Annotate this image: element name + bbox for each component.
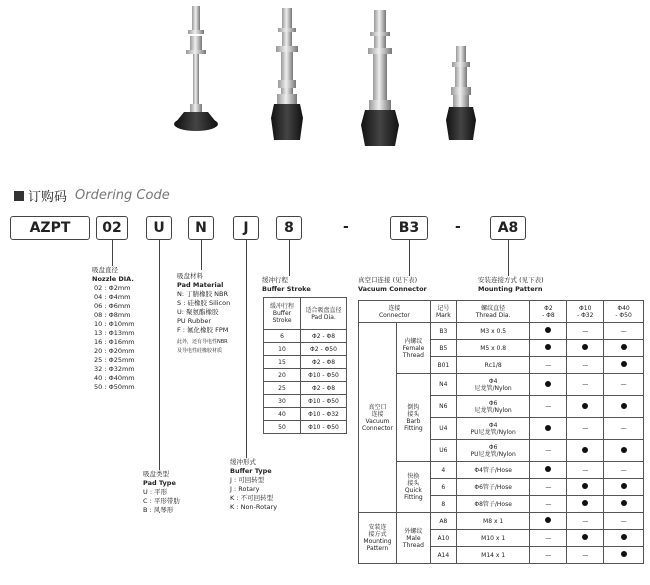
nozzle-item: 10 : Φ10mm	[94, 320, 135, 328]
square-bullet-icon	[14, 191, 24, 201]
availability-cell	[530, 530, 567, 547]
group-mount-en1: Mounting	[363, 538, 392, 545]
header-col2: Φ10 - Φ32	[567, 301, 604, 323]
availability-cell	[604, 357, 644, 374]
dash-2: -	[455, 219, 461, 235]
padtype-item: U : 平形	[143, 488, 168, 496]
availability-cell	[567, 340, 604, 357]
nozzle-title-en: Nozzle DIA.	[92, 275, 134, 283]
unavailable-dash-icon: —	[545, 551, 552, 559]
stroke-col1-en2: Stroke	[272, 317, 292, 324]
code-buffertype: J	[233, 216, 259, 240]
nozzle-title-cn: 吸盘直径	[92, 266, 118, 274]
dash-1: -	[343, 219, 349, 235]
subgroup-barb-en1: Barb	[406, 417, 421, 425]
padtype-title-cn: 吸盘类型	[143, 470, 169, 478]
material-title-en: Pad Material	[177, 281, 224, 289]
connector-title	[358, 276, 427, 294]
nozzle-item: 16 : Φ16mm	[94, 338, 135, 346]
thread-cell	[456, 440, 530, 462]
mark-cell: A8	[430, 513, 456, 530]
availability-cell	[530, 513, 567, 530]
thread-line1: Φ4	[488, 421, 498, 429]
stroke-col1-header	[264, 298, 301, 330]
stroke-row	[264, 343, 347, 356]
nozzle-item: 04 : Φ4mm	[94, 293, 131, 301]
stroke-row	[264, 421, 347, 434]
available-dot-icon	[582, 483, 588, 489]
stroke-title-cn: 缓冲行程	[262, 276, 288, 284]
stroke-col2-header	[301, 298, 347, 330]
availability-cell	[604, 462, 644, 479]
group-mount-en2: Pattern	[366, 545, 389, 552]
header-connector: 连接 Connector	[359, 301, 431, 323]
pad-dia-value: Φ2 - Φ8	[301, 330, 347, 343]
line-padtype	[159, 240, 160, 470]
line-stroke	[289, 240, 290, 276]
group-vac-cn2: 连接	[371, 410, 384, 418]
stroke-title-en: Buffer Stroke	[262, 285, 311, 293]
material-section	[177, 272, 230, 356]
buffertype-title-cn: 缓冲形式	[230, 458, 256, 466]
code-material: N	[188, 216, 214, 240]
thread-cell	[456, 357, 530, 374]
vacuum-pad-photo-3	[361, 10, 399, 146]
thread-line1: Φ6管子/Hose	[474, 483, 512, 491]
unavailable-dash-icon: —	[620, 517, 627, 525]
available-dot-icon	[621, 534, 627, 540]
nozzle-item: 25 : Φ25mm	[94, 356, 135, 364]
mark-cell: 4	[430, 462, 456, 479]
availability-cell	[530, 323, 567, 340]
nozzle-item: 13 : Φ13mm	[94, 329, 135, 337]
stroke-value: 20	[264, 369, 301, 382]
stroke-col1-en: Buffer	[272, 310, 292, 317]
available-dot-icon	[582, 500, 588, 506]
nozzle-item: 50 : Φ50mm	[94, 383, 135, 391]
pad-dia-value: Φ10 - Φ50	[301, 395, 347, 408]
subgroup-barb-cn1: 倒钩	[407, 403, 420, 411]
connector-row	[359, 462, 644, 479]
available-dot-icon	[621, 361, 627, 367]
availability-cell	[604, 418, 644, 440]
mounting-title	[478, 276, 544, 294]
header-col1: Φ2 - Φ8	[530, 301, 567, 323]
availability-cell	[604, 323, 644, 340]
unavailable-dash-icon: —	[545, 447, 552, 454]
mark-cell: B01	[430, 357, 456, 374]
pad-dia-value: Φ2 - Φ50	[301, 343, 347, 356]
thread-line1: Φ4	[488, 377, 498, 385]
availability-cell	[567, 513, 604, 530]
product-photos	[150, 0, 500, 150]
ordering-code-heading	[14, 186, 170, 205]
subgroup-male-en1: Male	[406, 534, 421, 542]
unavailable-dash-icon: —	[545, 500, 552, 508]
availability-cell	[567, 496, 604, 513]
subgroup-male-cn: 外螺纹	[404, 527, 423, 535]
connector-title-cn: 真空口连接 (见下表)	[358, 276, 418, 284]
thread-line1: Φ6	[488, 443, 498, 451]
thread-cell	[456, 496, 530, 513]
thread-cell	[456, 396, 530, 418]
thread-line1: Rc1/8	[484, 361, 502, 369]
buffertype-item: K : 不可回转型	[230, 494, 274, 502]
connector-table	[358, 300, 644, 564]
padtype-section	[143, 470, 180, 515]
available-dot-icon	[621, 551, 627, 557]
availability-cell	[530, 479, 567, 496]
availability-cell	[530, 440, 567, 462]
vacuum-pad-photo-2	[271, 8, 303, 140]
mark-cell: A14	[430, 547, 456, 564]
buffertype-title-en: Buffer Type	[230, 467, 272, 475]
thread-line1: M3 x 0.5	[480, 327, 507, 335]
code-connector: B3	[390, 216, 428, 240]
thread-cell	[456, 513, 530, 530]
nozzle-item: 20 : Φ20mm	[94, 347, 135, 355]
available-dot-icon	[582, 344, 588, 350]
stroke-value: 6	[264, 330, 301, 343]
available-dot-icon	[582, 447, 588, 453]
pad-dia-value: Φ10 - Φ50	[301, 421, 347, 434]
availability-cell	[604, 440, 644, 462]
thread-cell	[456, 374, 530, 396]
stroke-value: 40	[264, 408, 301, 421]
availability-cell	[567, 440, 604, 462]
material-item: F : 氟化橡胶 FPM	[177, 326, 229, 334]
stroke-section	[262, 276, 311, 294]
nozzle-item: 32 : Φ32mm	[94, 365, 135, 373]
thread-line1: M10 x 1	[481, 534, 506, 542]
mark-cell: U4	[430, 418, 456, 440]
available-dot-icon	[545, 344, 551, 350]
availability-cell	[530, 496, 567, 513]
header-thread: 螺纹直径 Thread Dia.	[456, 301, 530, 323]
availability-cell	[604, 530, 644, 547]
group-mount-cn2: 接方式	[368, 531, 387, 538]
mark-cell: 8	[430, 496, 456, 513]
heading-en: Ordering Code	[75, 188, 170, 203]
unavailable-dash-icon: —	[620, 381, 627, 388]
availability-cell	[567, 418, 604, 440]
stroke-value: 30	[264, 395, 301, 408]
availability-cell	[604, 340, 644, 357]
available-dot-icon	[545, 517, 551, 523]
available-dot-icon	[621, 447, 627, 453]
thread-line2: PU尼龙管/Nylon	[470, 450, 516, 458]
material-item: U: 聚氨酯橡胶	[177, 308, 219, 316]
pad-dia-value: Φ10 - Φ50	[301, 369, 347, 382]
unavailable-dash-icon: —	[582, 327, 589, 335]
unavailable-dash-icon: —	[582, 361, 589, 369]
mark-cell: 6	[430, 479, 456, 496]
nozzle-item: 08 : Φ8mm	[94, 311, 131, 319]
stroke-value: 25	[264, 382, 301, 395]
thread-line2: PU尼龙管/Nylon	[470, 428, 516, 436]
subgroup-female	[396, 323, 430, 374]
unavailable-dash-icon: —	[620, 466, 627, 474]
thread-cell	[456, 340, 530, 357]
availability-cell	[530, 462, 567, 479]
subgroup-female-cn: 内螺纹	[404, 337, 423, 345]
available-dot-icon	[545, 425, 551, 431]
pad-dia-value: Φ2 - Φ8	[301, 356, 347, 369]
vacuum-pad-photo-4	[446, 46, 476, 140]
availability-cell	[530, 357, 567, 374]
thread-cell	[456, 418, 530, 440]
available-dot-icon	[621, 403, 627, 409]
unavailable-dash-icon: —	[620, 327, 627, 335]
material-item: N: 丁腈橡胶 NBR	[177, 290, 229, 298]
available-dot-icon	[582, 403, 588, 409]
availability-cell	[567, 374, 604, 396]
subgroup-barb	[396, 374, 430, 462]
available-dot-icon	[545, 381, 551, 387]
availability-cell	[530, 374, 567, 396]
stroke-row	[264, 408, 347, 421]
thread-cell	[456, 530, 530, 547]
pad-dia-value: Φ10 - Φ32	[301, 408, 347, 421]
availability-cell	[530, 396, 567, 418]
stroke-col2-en: Pad Dia.	[311, 313, 336, 321]
availability-cell	[530, 547, 567, 564]
unavailable-dash-icon: —	[582, 425, 589, 432]
thread-cell	[456, 479, 530, 496]
available-dot-icon	[582, 534, 588, 540]
group-vac-cn1: 真空口	[368, 403, 387, 411]
subgroup-male-en2: Thread	[402, 541, 424, 549]
thread-cell	[456, 323, 530, 340]
subgroup-female-en1: Female	[402, 344, 425, 352]
available-dot-icon	[621, 483, 627, 489]
connector-title-en: Vacuum Connector	[358, 285, 427, 293]
subgroup-female-en2: Thread	[402, 351, 424, 359]
availability-cell	[530, 418, 567, 440]
available-dot-icon	[545, 327, 551, 333]
nozzle-item: 06 : Φ6mm	[94, 302, 131, 310]
pad-dia-value: Φ2 - Φ8	[301, 382, 347, 395]
nozzle-list	[92, 284, 135, 392]
buffertype-section	[230, 458, 277, 512]
vacuum-pad-photo-1	[174, 6, 218, 131]
thread-line1: Φ8管子/Hose	[474, 500, 512, 508]
subgroup-male	[396, 513, 430, 564]
subgroup-quick-en1: Quick	[404, 487, 422, 494]
subgroup-barb-en2: Fitting	[404, 424, 423, 432]
availability-cell	[604, 547, 644, 564]
mounting-title-en: Mounting Pattern	[478, 285, 543, 293]
material-item: PU Rubber	[177, 317, 212, 325]
availability-cell	[567, 396, 604, 418]
mark-cell: B5	[430, 340, 456, 357]
mark-cell: B3	[430, 323, 456, 340]
availability-cell	[567, 323, 604, 340]
nozzle-item: 40 : Φ40mm	[94, 374, 135, 382]
thread-line2: 尼龙管/Nylon	[474, 406, 512, 414]
thread-line1: M5 x 0.8	[480, 344, 507, 352]
availability-cell	[567, 547, 604, 564]
subgroup-quick	[396, 462, 430, 513]
mark-cell: N6	[430, 396, 456, 418]
stroke-value: 10	[264, 343, 301, 356]
stroke-col1-cn: 缓冲行程	[269, 303, 294, 310]
stroke-row	[264, 395, 347, 408]
group-vac-en1: Vacuum	[365, 417, 390, 425]
connector-row	[359, 513, 644, 530]
thread-line1: M14 x 1	[481, 551, 506, 559]
unavailable-dash-icon: —	[545, 403, 552, 410]
buffertype-item: J : Rotary	[230, 485, 260, 493]
material-item: S : 硅橡胶 Silicon	[177, 299, 231, 307]
stroke-row	[264, 356, 347, 369]
code-series: AZPT	[10, 216, 90, 240]
availability-cell	[604, 479, 644, 496]
padtype-item: B : 风琴形	[143, 506, 174, 514]
stroke-table	[263, 297, 347, 434]
padtype-title-en: Pad Type	[143, 479, 176, 487]
header-col3: Φ40 - Φ50	[604, 301, 644, 323]
code-mounting: A8	[490, 216, 526, 240]
stroke-col2-cn: 适合吸盘直径	[305, 306, 342, 314]
unavailable-dash-icon: —	[582, 466, 589, 474]
group-mount-cn1: 安装连	[368, 524, 387, 531]
code-nozzle: 02	[96, 216, 128, 240]
material-note: 及导电性硅橡胶材质	[177, 348, 223, 354]
availability-cell	[567, 530, 604, 547]
subgroup-quick-cn1: 快换	[407, 473, 420, 480]
stroke-value: 15	[264, 356, 301, 369]
thread-line1: Φ6	[488, 399, 498, 407]
unavailable-dash-icon: —	[582, 551, 589, 559]
thread-line2: 尼龙管/Nylon	[474, 384, 512, 392]
line-material	[201, 240, 202, 270]
thread-line1: Φ4管子/Hose	[474, 466, 512, 474]
connector-row	[359, 323, 644, 340]
availability-cell	[604, 396, 644, 418]
material-note: 此外，还有导电性NBR	[177, 339, 228, 345]
group-vac-en2: Connector	[362, 424, 393, 432]
availability-cell	[567, 357, 604, 374]
group-vac	[359, 323, 397, 513]
stroke-row	[264, 330, 347, 343]
unavailable-dash-icon: —	[620, 425, 627, 432]
buffertype-item: J : 可回转型	[230, 476, 265, 484]
material-title-cn: 吸盘材料	[177, 272, 203, 280]
available-dot-icon	[621, 344, 627, 350]
unavailable-dash-icon: —	[545, 534, 552, 542]
unavailable-dash-icon: —	[582, 517, 589, 525]
thread-line1: M8 x 1	[483, 517, 504, 525]
line-buffertype	[246, 240, 247, 458]
mounting-title-cn: 安装连接方式 (见下表)	[478, 276, 544, 284]
subgroup-quick-cn2: 接头	[407, 480, 420, 487]
subgroup-barb-cn2: 接头	[407, 410, 420, 418]
availability-cell	[604, 513, 644, 530]
available-dot-icon	[621, 500, 627, 506]
availability-cell	[567, 479, 604, 496]
mark-cell: U6	[430, 440, 456, 462]
code-padtype: U	[146, 216, 172, 240]
connector-row	[359, 374, 644, 396]
group-mount	[359, 513, 397, 564]
unavailable-dash-icon: —	[582, 381, 589, 388]
thread-cell	[456, 547, 530, 564]
availability-cell	[530, 340, 567, 357]
nozzle-section	[92, 266, 135, 392]
mark-cell: N4	[430, 374, 456, 396]
thread-cell	[456, 462, 530, 479]
header-mark: 记号 Mark	[430, 301, 456, 323]
connector-header-row	[359, 301, 644, 323]
availability-cell	[604, 496, 644, 513]
subgroup-quick-en2: Fitting	[404, 494, 423, 501]
mark-cell: A10	[430, 530, 456, 547]
code-stroke: 8	[276, 216, 302, 240]
stroke-row	[264, 382, 347, 395]
stroke-value: 50	[264, 421, 301, 434]
unavailable-dash-icon: —	[545, 483, 552, 491]
line-connector	[409, 240, 410, 276]
availability-cell	[567, 462, 604, 479]
line-nozzle	[112, 240, 113, 266]
buffertype-item: K : Non-Rotary	[230, 503, 278, 511]
stroke-row	[264, 369, 347, 382]
available-dot-icon	[545, 466, 551, 472]
nozzle-item: 02 : Φ2mm	[94, 284, 131, 292]
line-mounting	[508, 240, 509, 276]
unavailable-dash-icon: —	[545, 361, 552, 369]
heading-cn: 订购码	[28, 190, 68, 205]
availability-cell	[604, 374, 644, 396]
padtype-item: C : 平形带肋	[143, 497, 180, 505]
